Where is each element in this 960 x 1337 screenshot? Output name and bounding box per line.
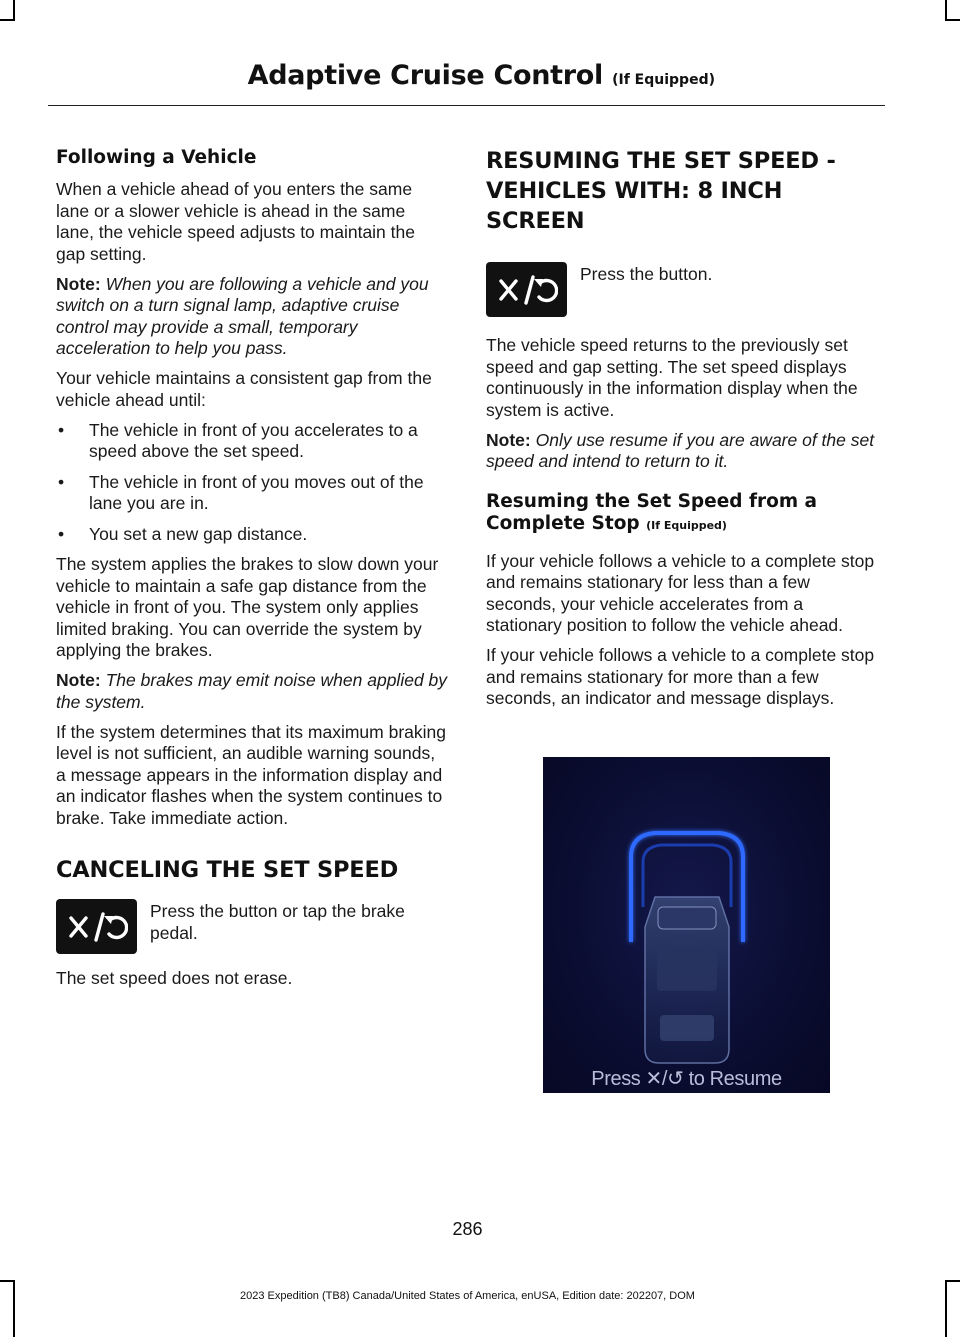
header-divider — [48, 105, 885, 106]
vehicle-illustration — [543, 757, 830, 1093]
left-column — [56, 146, 448, 998]
footer: 2023 Expedition (TB8) Canada/United States of America, enUSA, Edition date: 202207, DOM — [240, 1290, 695, 1302]
paragraph: The set speed does not erase. — [56, 968, 293, 988]
right-column — [486, 146, 878, 718]
resume-instruction: Press the button. — [580, 264, 713, 284]
crop-mark — [0, 1280, 15, 1282]
stop-heading: Resuming the Set Speed from a Complete Stop (If Equipped) — [486, 490, 818, 534]
cancel-resume-icon — [486, 262, 567, 317]
paragraph: Your vehicle maintains a consistent gap from the vehicle ahead until: — [56, 368, 432, 410]
cancel-instruction: Press the button or tap the brake pedal. — [150, 901, 405, 943]
note: Note: When you are following a vehicle and you switch on a turn signal lamp, adaptive cruise control may provide a small, temporary acceleration to help you pass. — [56, 273, 429, 358]
crop-mark — [945, 1280, 960, 1282]
crop-mark — [945, 0, 947, 21]
cancel-heading: CANCELING THE SET SPEED — [56, 857, 399, 883]
paragraph: The system applies the brakes to slow down your vehicle to maintain a safe gap distance from the vehicle in front of you. The system only applies limited braking. You can override the system by applying the brakes. — [56, 554, 439, 660]
crop-mark — [13, 1280, 15, 1337]
paragraph: If your vehicle follows a vehicle to a complete stop and remains stationary for less than a few seconds, your vehicle accelerates from a stationary position to follow the vehicle ahead. — [486, 550, 875, 635]
list-item: • You set a new gap distance. — [58, 523, 308, 544]
page-number: 286 — [452, 1219, 483, 1239]
resume-heading: RESUMING THE SET SPEED - VEHICLES WITH: 8 INCH SCREEN — [486, 148, 836, 234]
following-heading: Following a Vehicle — [56, 147, 257, 168]
paragraph: The vehicle speed returns to the previously set speed and gap setting. The set speed displays continuously in the information display when the system is active. — [486, 335, 858, 420]
bullet-list — [56, 420, 448, 546]
note: Note: Only use resume if you are aware of the set speed and intend to return to it. — [486, 429, 875, 471]
crop-mark — [0, 19, 15, 21]
paragraph: If the system determines that its maximum braking level is not sufficient, an audible warning sounds, a message appears in the information display and an indicator flashes when the system continues to brake. Take immediate action. — [56, 721, 446, 828]
information-display-image — [543, 757, 830, 1093]
screen-caption: Press ✕/↺ to Resume — [591, 1068, 782, 1090]
page-title: Adaptive Cruise Control (If Equipped) — [247, 60, 715, 91]
paragraph: If your vehicle follows a vehicle to a complete stop and remains stationary for more than a few seconds, an indicator and message displays. — [486, 645, 875, 708]
crop-mark — [945, 1280, 947, 1337]
crop-mark — [945, 19, 960, 21]
list-item: • The vehicle in front of you moves out of the lane you are in. — [58, 471, 424, 513]
title-suffix: (If Equipped) — [612, 72, 715, 88]
cancel-resume-icon — [56, 899, 137, 954]
resume-instruction-row — [486, 262, 878, 317]
list-item: • The vehicle in front of you accelerates to a speed above the set speed. — [58, 419, 418, 461]
paragraph: When a vehicle ahead of you enters the same lane or a slower vehicle is ahead in the same lane, the vehicle speed adjusts to maintain the gap setting. — [56, 179, 415, 264]
crop-mark — [13, 0, 15, 21]
cancel-instruction-row — [56, 899, 448, 954]
note: Note: The brakes may emit noise when applied by the system. — [56, 670, 448, 712]
